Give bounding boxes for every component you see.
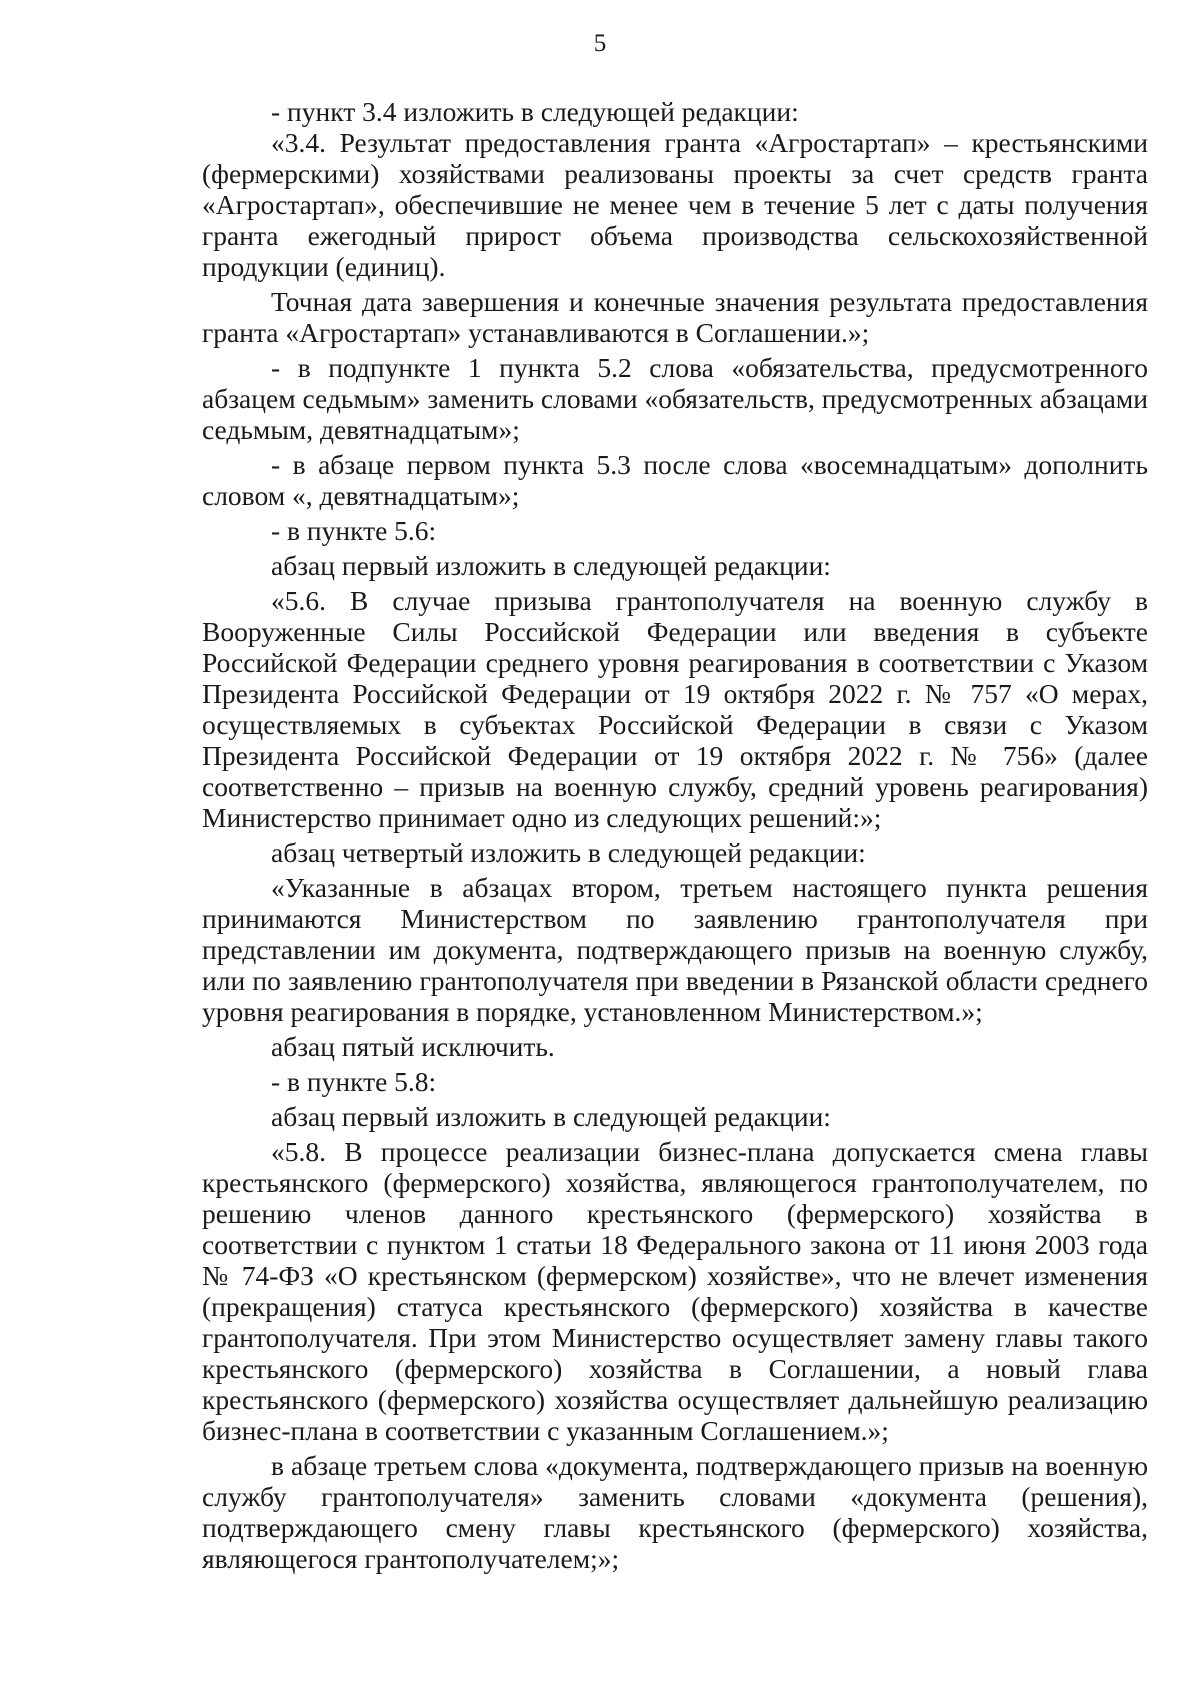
paragraph: Точная дата завершения и конечные значения результата предоставления гранта «Агростартап» устанавливаются в Соглашении.»;: [202, 286, 1148, 348]
paragraph: - в пункте 5.8:: [271, 1066, 437, 1097]
paragraph: абзац первый изложить в следующей редакции:: [271, 1101, 831, 1132]
paragraph: - пункт 3.4 изложить в следующей редакции:: [271, 96, 799, 127]
paragraph: абзац первый изложить в следующей редакции:: [271, 550, 831, 581]
paragraph: «5.8. В процессе реализации бизнес-плана допускается смена главы крестьянского (фермерского) хозяйства, являющегося грантополучателем, по решению членов данного крестьянского (фермерского) хозяйства в соответствии с пунктом 1 статьи 18 Федерального закона от 11 июня 2003 года № 74-ФЗ «О крестьянском (фермерском) хозяйстве», что не влечет изменения (прекращения) статуса крестьянского (фермерского) хозяйства в качестве грантополучателя. При этом Министерство осуществляет замену главы такого крестьянского (фермерского) хозяйства в Соглашении, а новый глава крестьянского (фермерского) хозяйства осуществляет дальнейшую реализацию бизнес-плана в соответствии с указанным Соглашением.»;: [202, 1136, 1148, 1446]
paragraph: «5.6. В случае призыва грантополучателя на военную службу в Вооруженные Силы Российской Федерации или введения в субъекте Российской Федерации среднего уровня реагирования в соответствии с Указом Президента Российской Федерации от 19 октября 2022 г. № 757 «О мерах, осуществляемых в субъектах Российской Федерации в связи с Указом Президента Российской Федерации от 19 октября 2022 г. № 756» (далее соответственно – призыв на военную службу, средний уровень реагирования) Министерство принимает одно из следующих решений:»;: [202, 585, 1148, 833]
paragraph: - в абзаце первом пункта 5.3 после слова «восемнадцатым» дополнить словом «, девятнадцатым»;: [202, 449, 1148, 511]
paragraph: абзац четвертый изложить в следующей редакции:: [271, 837, 866, 868]
paragraph: в абзаце третьем слова «документа, подтверждающего призыв на военную службу грантополучателя» заменить словами «документа (решения), подтверждающего смену главы крестьянского (фермерского) хозяйства, являющегося грантополучателем;»;: [202, 1450, 1148, 1574]
document-body: [202, 96, 1148, 1574]
paragraph: «3.4. Результат предоставления гранта «Агростартап» – крестьянскими (фермерскими) хозяйствами реализованы проекты за счет средств гранта «Агростартап», обеспечившие не менее чем в течение 5 лет с даты получения гранта ежегодный прирост объема производства сельскохозяйственной продукции (единиц).: [202, 127, 1148, 282]
page-number: 5: [593, 30, 607, 57]
paragraph: - в пункте 5.6:: [271, 515, 437, 546]
paragraph: - в подпункте 1 пункта 5.2 слова «обязательства, предусмотренного абзацем седьмым» заменить словами «обязательств, предусмотренных абзацами седьмым, девятнадцатым»;: [202, 352, 1148, 445]
paragraph: «Указанные в абзацах втором, третьем настоящего пункта решения принимаются Министерством по заявлению грантополучателя при представлении им документа, подтверждающего призыв на военную службу, или по заявлению грантополучателя при введении в Рязанской области среднего уровня реагирования в порядке, установленном Министерством.»;: [202, 872, 1148, 1027]
paragraph: абзац пятый исключить.: [271, 1031, 555, 1062]
